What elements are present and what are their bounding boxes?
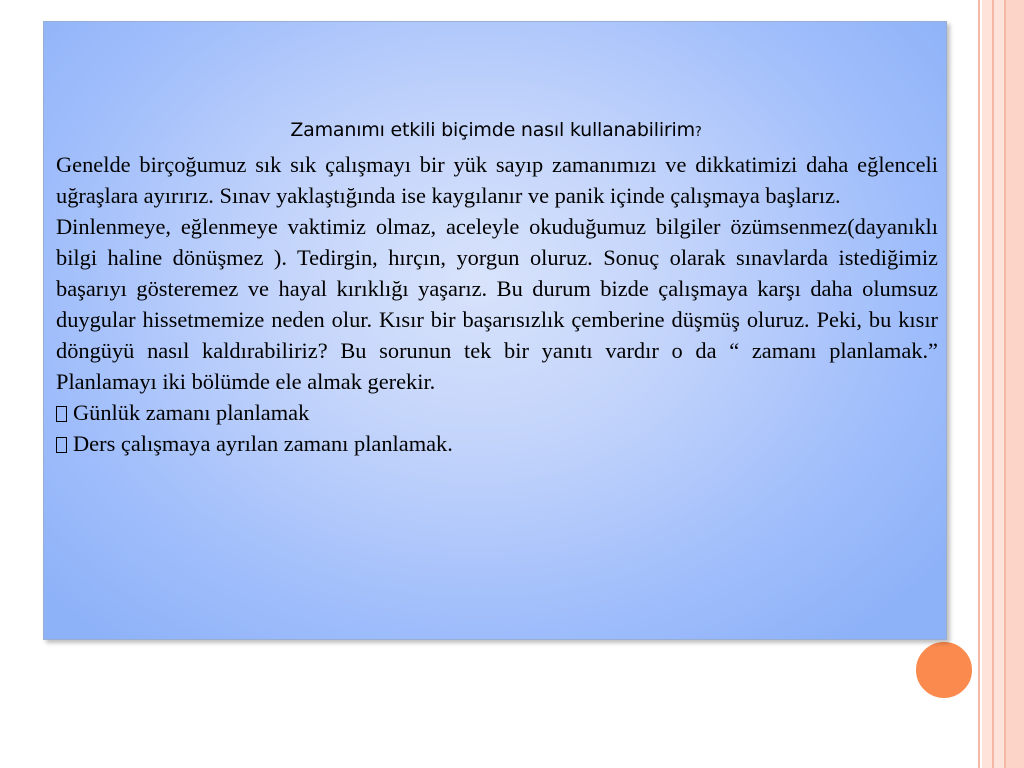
decorative-circle bbox=[913, 639, 975, 701]
decorative-stripe bbox=[994, 0, 1004, 768]
content-box bbox=[43, 21, 947, 640]
decorative-stripe bbox=[982, 0, 992, 768]
bullet-item bbox=[56, 397, 938, 428]
heading-text: Zamanımı etkili biçimde nasıl kullanabilirim bbox=[290, 119, 695, 141]
bullet-box-icon bbox=[56, 406, 67, 422]
bullet-box-icon bbox=[56, 437, 67, 453]
bullet-text: Günlük zamanı planlamak bbox=[73, 400, 310, 425]
paragraph: Genelde birçoğumuz sık sık çalışmayı bir yük sayıp zamanımızı ve dikkatimizi daha eğlenceli uğraşlara ayırırız. Sınav yaklaştığında ise kaygılanır ve panik içinde çalışmaya başlarız. bbox=[56, 152, 938, 208]
heading-question-mark: ? bbox=[694, 125, 702, 140]
decorative-stripe bbox=[978, 0, 980, 768]
bullet-text: Ders çalışmaya ayrılan zamanı planlamak. bbox=[73, 431, 453, 456]
slide-heading bbox=[44, 119, 948, 141]
paragraph: Dinlenmeye, eğlenmeye vaktimiz olmaz, aceleyle okuduğumuz bilgiler özümsenmez(dayanıklı bilgi haline dönüşmez ). Tedirgin, hırçın, yorgun oluruz. Sonuç olarak sınavlarda istediğimiz başarıyı gösteremez ve hayal kırıklığı yaşarız. Bu durum bizde çalışmaya karşı daha olumsuz duygular hissetmemize neden olur. Kısır bir başarısızlık çemberine düşmüş oluruz. Peki, bu kısır döngüyü nasıl kaldırabiliriz? Bu sorunun tek bir yanıtı vardır o da “ zamanı planlamak.” Planlamayı iki bölümde ele almak gerekir. bbox=[56, 214, 938, 394]
bullet-item bbox=[56, 428, 938, 459]
body-text bbox=[56, 149, 938, 459]
decorative-stripe bbox=[1006, 0, 1024, 768]
